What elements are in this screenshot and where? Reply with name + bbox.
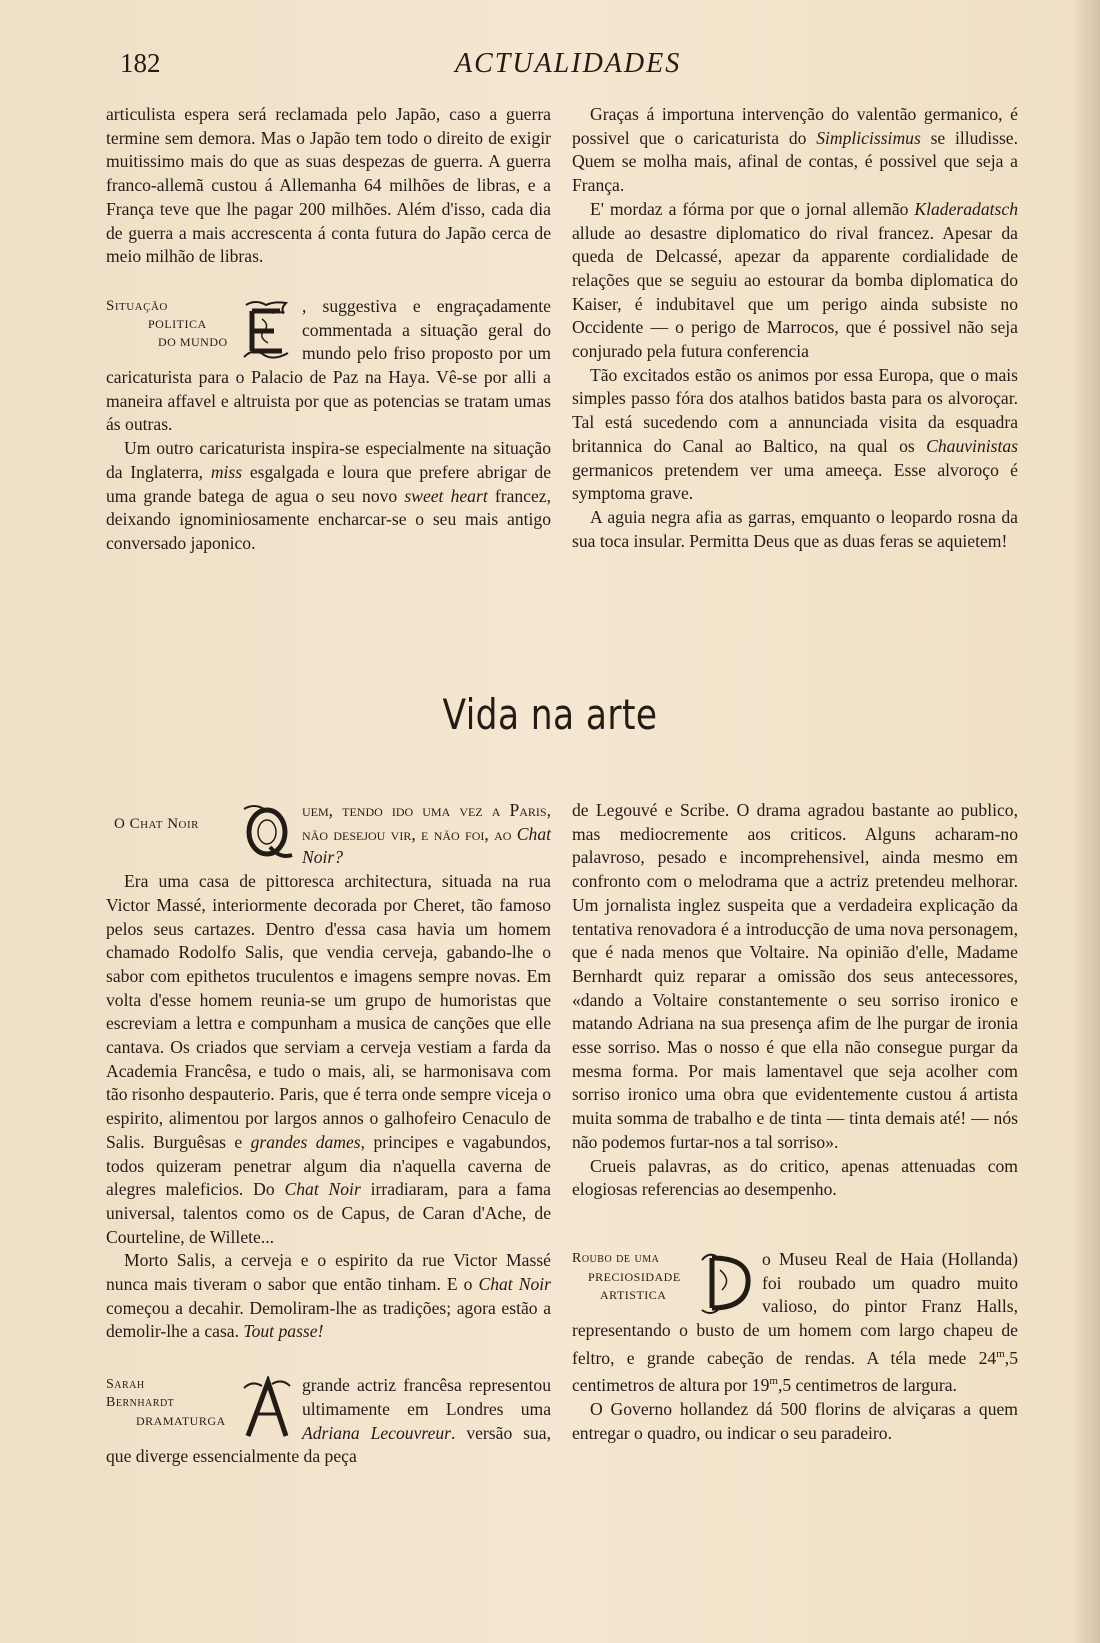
paragraph: E' mordaz a fórma por que o jornal allemão Kladeradatsch allude ao desastre diplomatico do rival francez. Apesar da queda de Delcassé, apezar da apparente cordialidade de relações que se seguiu ao estourar da bomba diplomatica do Kaiser, é indubitavel que um perigo ainda subsiste no Occidente — o perigo de Marrocos, que é possivel não seja conjurado pela futura conferencia: [572, 198, 1018, 362]
paragraph: articulista espera será reclamada pelo Japão, caso a guerra termine sem demora. Mas o Japão tem todo o direito de exigir muitissimo mais do que as suas despezas de guerra. A guerra franco-allemã custou á Allemanha 64 milhões de libras, e a França teve que lhe pagar 200 milhões. Além d'isso, cada dia de guerra a mais accrescenta á conta futura do Japão cerca de meio milhão de libras.: [106, 104, 551, 267]
column-bottom-right: [572, 799, 1018, 1445]
paragraph: Tão excitados estão os animos por essa Europa, que o mais simples passo fóra dos atalhos batidos basta para os alvoroçar. Tal está sucedendo com a annunciada visita da esquadra britannica do Canal ao Baltico, na qual os Chauvinistas germanicos pretendem ver uma ameeça. Esse alvoroço é symptoma grave.: [572, 364, 1019, 504]
marginal-heading: Roubo de uma PRECIOSIDADE ARTISTICA: [572, 1250, 681, 1302]
paragraph: Era uma casa de pittoresca architectura, situada na rua Victor Massé, interiormente decorada por Cheret, tão famoso pelos seus cartazes. Dentro d'essa casa havia um homem chamado Rodolfo Salis, que vendia cerveja, gabando-lhe o sabor com epithetos truculentos e imagens sempre novas. Em volta d'esse homem reunia-se um grupo de humoristas que escreviam a lettra e compunham a musica de canções que elle cantava. Os criados que serviam a cerveja vestiam a farda da Academia Francêsa, e tudo o mais, ali, se harmonisava com tão risonho despauterio. Paris, que é terra onde sempre viceja o espirito, alimentou por largos annos o galhofeiro Cenaculo de Salis. Burguêsas e grandes dames, principes e vagabundos, todos quizeram penetrar algum dia n'aquella caverna de alegres maleficios. Do Chat Noir irradiaram, para a fama universal, talentos como os de Capus, de Caran d'Ache, de Courteline, de Willete...: [106, 871, 551, 1247]
paragraph: Situação POLITICA DO MUNDO , suggestiva e engraçadamente commentada a situação geral do mundo pelo friso proposto por um caricaturista para o Palacio de Paz na Haya. Vê-se por alli a maneira affavel e altruista por que as potencias se tratam umas ás outras.: [106, 295, 551, 435]
paragraph: Roubo de uma PRECIOSIDADE ARTISTICA o Museu Real de Haia (Hollanda) foi roubado um quadro muito valioso, do pintor Franz Halls, representando o busto de um homem com largo chapeu de feltro, e grande cabeção de rendas. A téla mede 24$^m$,5 centimetros de altura por 19$^m$,5 centimetros de largura.: [572, 1248, 1018, 1396]
paragraph: O Governo hollandez dá 500 florins de alviçaras a quem entregar o quadro, ou indicar o seu paradeiro.: [572, 1398, 1018, 1443]
column-top-left: [106, 103, 551, 556]
paragraph: A aguia negra afia as garras, emquanto o leopardo rosna da sua toca insular. Permitta Deus que as duas feras se aquietem!: [572, 506, 1018, 551]
decorated-initial-a: [240, 1376, 294, 1442]
paragraph: Morto Salis, a cerveja e o espirito da rue Victor Massé nunca mais tiveram o sabor que então tinham. E o Chat Noir começou a decahir. Demoliram-lhe as tradições; agora estão a demolir-lhe a casa. Tout passe!: [106, 1250, 551, 1342]
marginal-heading: Situação POLITICA DO MUNDO: [106, 297, 228, 349]
page-number: 182: [120, 48, 161, 78]
decorated-initial-e: [240, 297, 294, 363]
paragraph: Crueis palavras, as do critico, apenas attenuadas com elogiosas referencias ao desempenho.: [572, 1155, 1018, 1200]
marginal-heading: Sarah Bernhardt DRAMATURGA: [106, 1377, 226, 1429]
running-title: ACTUALIDADES: [455, 48, 682, 79]
paragraph: de Legouvé e Scribe. O drama agradou bastante ao publico, mas mediocremente aos criticos. Alguns acharam-no palavroso, pesado e incomprehensivel, ainda mesmo em confronto com o melodrama que a actriz pretendeu melhorar. Um jornalista inglez suspeita que a verdadeira explicação da tentativa renovadora é a introducção de uma nova personagem, que é nada menos que Voltaire. Na opinião d'elle, Madame Bernhardt quiz reparar a omissão dos seus antecessores, «dando a Voltaire constantemente o seu sorriso ironico e matando Adriana na sua presença afim de lhe purgar de ironia esse sorriso. Mas o nosso é que ella não consegue purgar da mesma forma. Por mais lamentavel que seja acolher com sorriso ironico uma obra que evidentemente custou á artista muita somma de trabalho e de tinta — tinta demais até! — nós não podemos furtar-nos a tal sorriso».: [572, 800, 1018, 1152]
paragraph: O Chat Noir uem, tendo ido uma vez a Paris, não desejou vir, e não foi, ao Chat Noir?: [106, 799, 551, 870]
decorated-initial-d: [700, 1250, 754, 1316]
column-top-right: [572, 103, 1018, 553]
paragraph: Sarah Bernhardt DRAMATURGA grande actriz francêsa representou ultimamente em Londres uma Adriana Lecouvreur. versão sua, que diverge essencialmente da peça: [106, 1375, 551, 1467]
gutter-shadow: [1072, 0, 1100, 1643]
decorated-initial-q: [240, 801, 294, 867]
column-bottom-left: [106, 799, 551, 1469]
paragraph: Graças á importuna intervenção do valentão germanico, é possivel que o caricaturista do Simplicissimus se illudisse. Quem se molha mais, afinal de contas, é possivel que seja a França.: [572, 104, 1019, 196]
marginal-heading: O Chat Noir: [114, 816, 200, 832]
section-title: Vida na arte: [442, 690, 658, 739]
paragraph: Um outro caricaturista inspira-se especialmente na situação da Inglaterra, miss esgalgada e loura que prefere abrigar de uma grande bategа de agua o seu novo sweet heart francez, deixando ignominiosamente encharcar-se o seu mais antigo conversado japonico.: [106, 438, 552, 553]
